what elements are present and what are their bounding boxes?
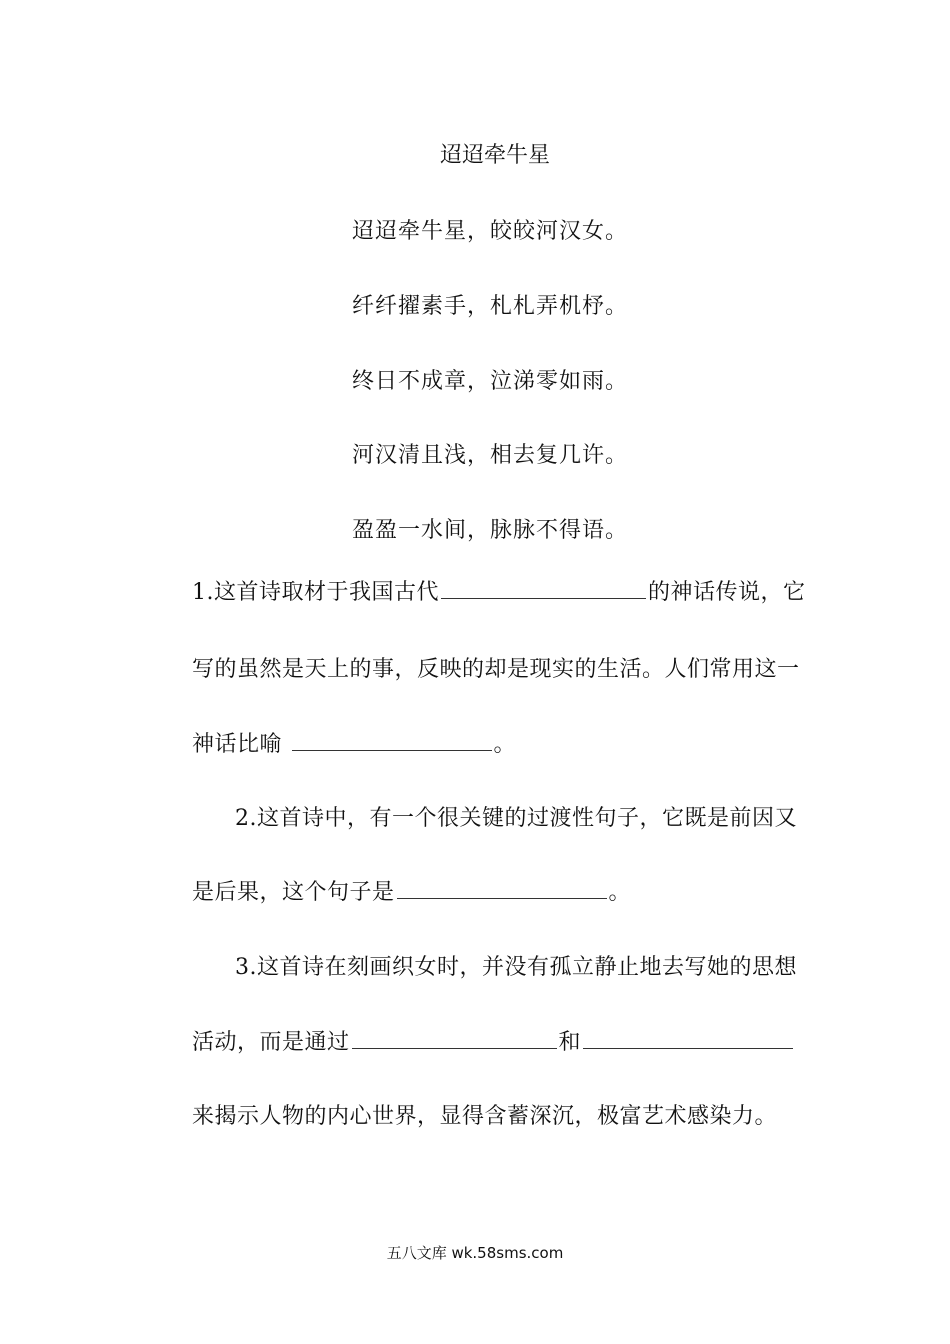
- poem-title: 迢迢牵牛星: [439, 143, 550, 168]
- question-3-line-1: 3.这首诗在刻画织女时，并没有孤立静止地去写她的思想: [235, 955, 797, 980]
- answer-blank-3b[interactable]: [583, 1028, 793, 1049]
- question-1-line-3: [192, 727, 516, 758]
- question-3-text: 活动，而是通过: [192, 1030, 350, 1055]
- answer-blank-1a[interactable]: [441, 578, 646, 599]
- poem-line-4: 河汉清且浅，相去复几许。: [351, 443, 628, 468]
- question-2-text: 是后果，这个句子是: [192, 880, 395, 905]
- answer-blank-2[interactable]: [397, 878, 607, 899]
- poem-line-1: 迢迢牵牛星，皎皎河汉女。: [351, 219, 628, 244]
- footer-watermark: 五八文库 wk.58sms.com: [386, 1244, 564, 1262]
- question-1-text-end: 神话比喻: [192, 732, 290, 757]
- question-1-line-2: 写的虽然是天上的事，反映的却是现实的生活。人们常用这一: [192, 657, 800, 682]
- answer-blank-1b[interactable]: [292, 730, 492, 751]
- question-2-line-1: 2.这首诗中，有一个很关键的过渡性句子，它既是前因又: [235, 806, 797, 831]
- question-1-text-cont: 的神话传说，它: [648, 580, 806, 605]
- question-3-line-2: [192, 1025, 795, 1056]
- question-2-line-2: [192, 875, 631, 906]
- question-1-line-1: [192, 575, 806, 606]
- question-3-line-3: 来揭示人物的内心世界，显得含蓄深沉，极富艺术感染力。: [192, 1104, 778, 1129]
- question-1-period: 。: [493, 732, 517, 757]
- question-3-conjunction: 和: [558, 1030, 582, 1055]
- poem-line-3: 终日不成章，泣涕零如雨。: [351, 369, 628, 394]
- question-1-text: 1.这首诗取材于我国古代: [192, 580, 439, 605]
- question-2-period: 。: [608, 880, 632, 905]
- answer-blank-3a[interactable]: [352, 1028, 557, 1049]
- poem-line-5: 盈盈一水间，脉脉不得语。: [351, 518, 628, 543]
- poem-line-2: 纤纤擢素手，札札弄机杼。: [351, 294, 628, 319]
